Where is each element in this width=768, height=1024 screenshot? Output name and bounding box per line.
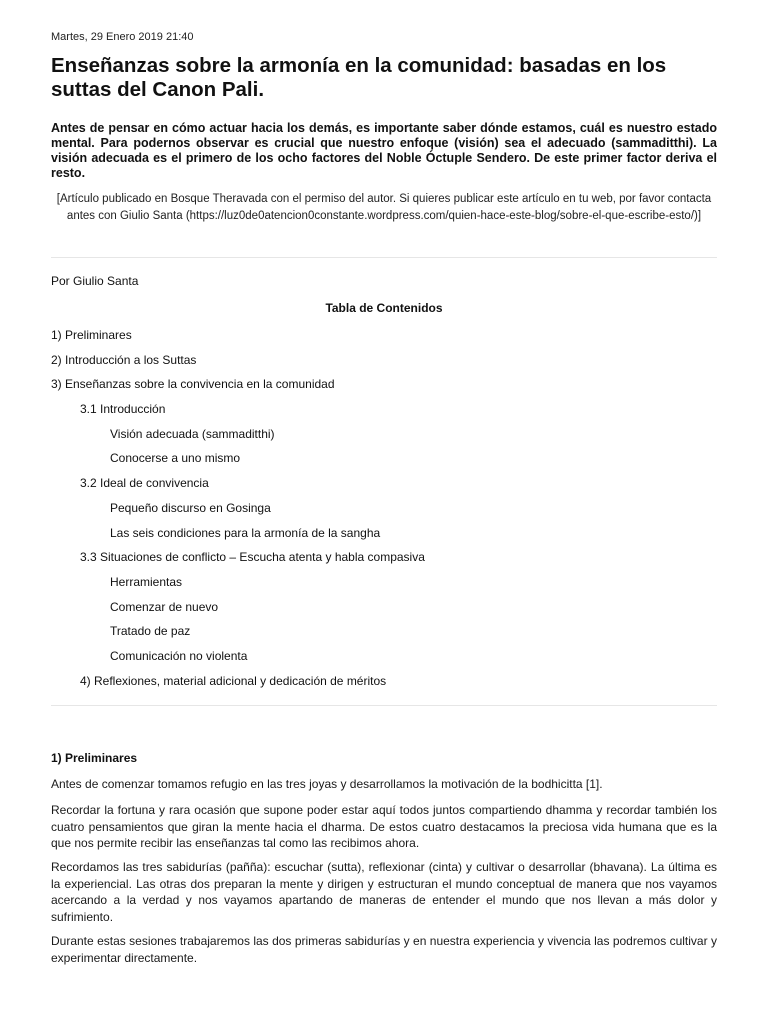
- paragraph: Antes de comenzar tomamos refugio en las tres joyas y desarrollamos la motivación de la bodhicitta [1].: [51, 777, 603, 791]
- toc-item[interactable]: Las seis condiciones para la armonía de la sangha: [110, 526, 381, 540]
- toc-item[interactable]: 3) Enseñanzas sobre la convivencia en la comunidad: [51, 377, 335, 391]
- toc-item[interactable]: Comenzar de nuevo: [110, 600, 219, 614]
- toc-item[interactable]: Comunicación no violenta: [110, 649, 248, 663]
- divider: [51, 257, 717, 258]
- toc-item[interactable]: Pequeño discurso en Gosinga: [110, 501, 271, 515]
- paragraph: Recordar la fortuna y rara ocasión que supone poder estar aquí todos juntos compartiendo dhamma y recordar también los cuatro pensamientos que giran la mente hacia el dharma. De estos cuatro destacamos la preciosa vida humana que es la que nos permite recibir las enseñanzas tal como las recibimos ahora.: [51, 803, 717, 850]
- toc-item[interactable]: 3.2 Ideal de convivencia: [80, 476, 209, 490]
- author-byline: Por Giulio Santa: [51, 274, 139, 288]
- paragraph: Durante estas sesiones trabajaremos las dos primeras sabidurías y en nuestra experiencia y vivencia las podremos cultivar y experimentar directamente.: [51, 934, 717, 965]
- toc-item[interactable]: Visión adecuada (sammaditthi): [110, 427, 275, 441]
- toc-item[interactable]: 4) Reflexiones, material adicional y dedicación de méritos: [80, 674, 387, 688]
- toc-item[interactable]: Tratado de paz: [110, 624, 191, 638]
- toc-item[interactable]: 1) Preliminares: [51, 328, 132, 342]
- toc-item[interactable]: Herramientas: [110, 575, 183, 589]
- toc-item[interactable]: Conocerse a uno mismo: [110, 451, 241, 465]
- paragraph: Recordamos las tres sabidurías (pañña): escuchar (sutta), reflexionar (cinta) y cultivar o desarrollar (bhavana). La última es la experiencial. Las otras dos preparan la mente y dirigen y estructuran el mundo conceptual de manera que nos vayamos acercando a la verdad y nos vayamos apartando de maneras de entender el mundo que nos llevan a más dolor y sufrimiento.: [51, 860, 717, 924]
- toc-item[interactable]: 2) Introducción a los Suttas: [51, 353, 197, 367]
- toc-title: Tabla de Contenidos: [325, 301, 443, 315]
- section-heading: 1) Preliminares: [51, 751, 138, 765]
- toc-item[interactable]: 3.3 Situaciones de conflicto – Escucha atenta y habla compasiva: [80, 550, 425, 564]
- article-title: Enseñanzas sobre la armonía en la comunidad: basadas en los suttas del Canon Pali.: [51, 54, 667, 101]
- post-date: Martes, 29 Enero 2019 21:40: [51, 31, 194, 43]
- toc-item[interactable]: 3.1 Introducción: [80, 402, 166, 416]
- publication-note: [Artículo publicado en Bosque Theravada con el permiso del autor. Si quieres publicar este artículo en tu web, por favor contacta antes con Giulio Santa (https://luz0de0atencion0constante.wordpress.com/quien-hace-este-blog/sobre-el-que-escribe-esto/)]: [56, 193, 712, 222]
- divider: [51, 705, 717, 706]
- article-lead: Antes de pensar en cómo actuar hacia los demás, es importante saber dónde estamos, cuál es nuestro estado mental. Para podernos observar es crucial que nuestro enfoque (visión) sea el adecuado (sammaditthi). La visión adecuada es el primero de los ocho factores del Noble Óctuple Sendero. De este primer factor deriva el resto.: [51, 121, 717, 180]
